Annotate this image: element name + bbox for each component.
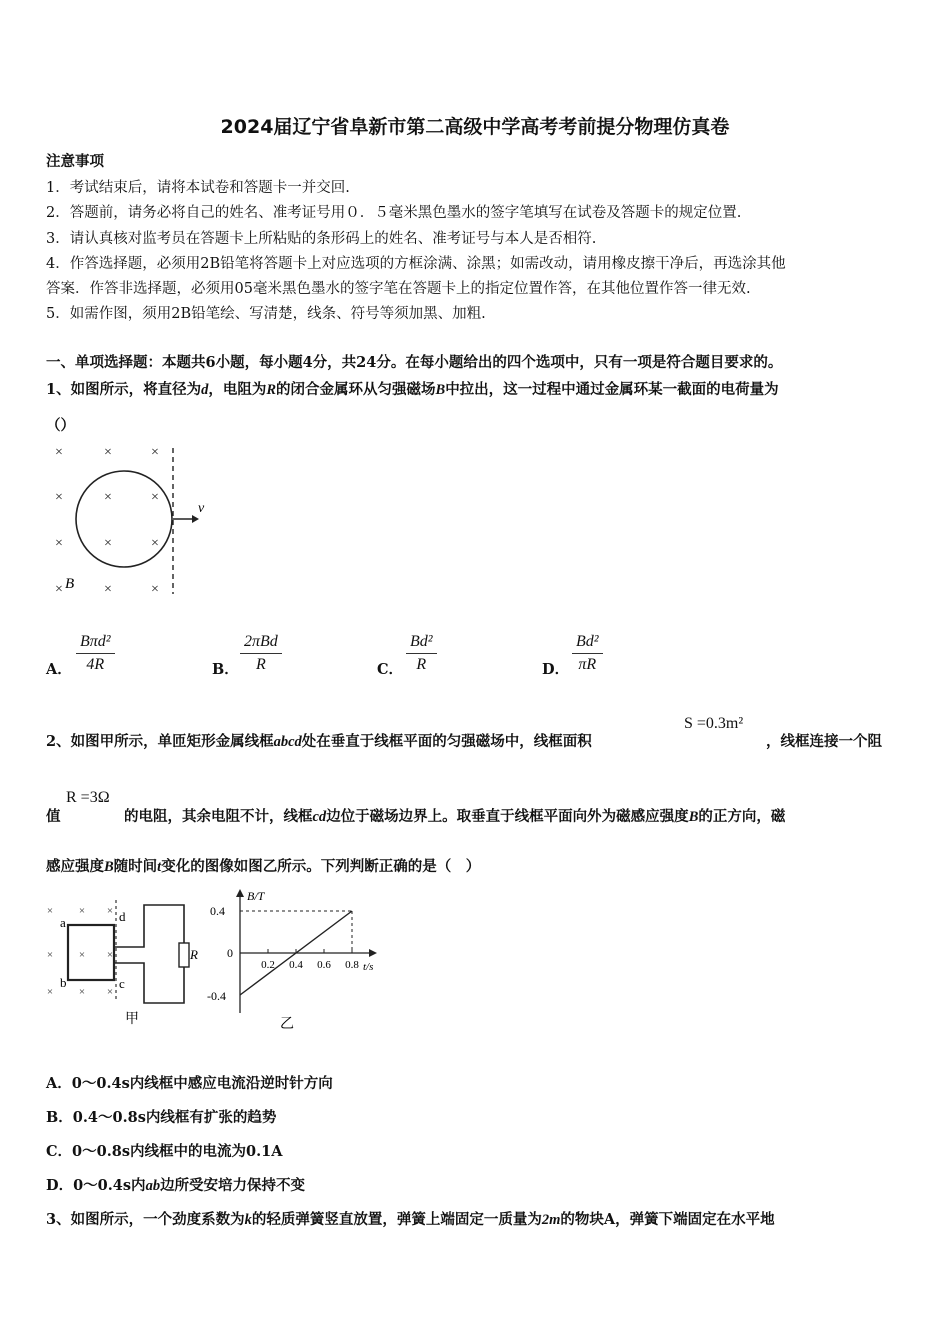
field-cross: × [104, 445, 112, 460]
question-2-line-1-end: ，线框连接一个阻 [766, 733, 882, 750]
notice-item: 1．考试结束后，请将本试卷和答题卡一并交回. [46, 180, 350, 196]
page-title: 2024届辽宁省阜新市第二高级中学高考考前提分物理仿真卷 [220, 116, 730, 138]
x-tick-label: 0.8 [345, 959, 359, 971]
velocity-arrowhead [192, 515, 199, 523]
field-cross: × [104, 490, 112, 505]
x-axis-arrow [369, 949, 377, 957]
svg-text:×: × [78, 905, 86, 917]
question-2-line-1: 2、如图甲所示，单匝矩形金属线框abcd处在垂直于线框平面的匀强磁场中，线框面积 [46, 733, 592, 750]
svg-text:×: × [106, 949, 114, 961]
y-tick-label: -0.4 [207, 989, 226, 1003]
velocity-label: v [198, 501, 205, 516]
question-3-text: 3、如图所示，一个劲度系数为k的轻质弹簧竖直放置，弹簧上端固定一质量为2m的物块A，弹簧下端固定在水平地 [46, 1211, 775, 1228]
svg-text:×: × [106, 986, 114, 998]
question-2-area: S =0.3m² [684, 715, 744, 732]
question-1-text: 1、如图所示，将直径为d，电阻为R的闭合金属环从匀强磁场B中拉出，这一过程中通过金属环某一截面的电荷量为 [46, 381, 779, 398]
svg-text:b: b [60, 975, 67, 990]
option-d-formula: $\frac{\text{Bd²}}{\pi R}$ [572, 633, 603, 674]
option-d-label[interactable]: D． [542, 661, 570, 678]
q2-option-c[interactable]: C．0～0.8s内线框中的电流为0.1A [46, 1143, 283, 1160]
notice-item: 3．请认真核对监考员在答题卡上所粘贴的条形码上的姓名、准考证号与本人是否相符. [46, 231, 597, 247]
svg-text:×: × [78, 949, 86, 961]
notice-heading: 注意事项 [46, 153, 104, 170]
field-cross: × [151, 445, 159, 460]
field-cross: × [55, 582, 63, 597]
option-b-formula: 2πBd R [240, 633, 282, 674]
question-2-line-2: 的电阻，其余电阻不计，线框cd边位于磁场边界上。取垂直于线框平面向外为磁感应强度B的正方向，磁 [124, 808, 786, 825]
field-cross: × [151, 490, 159, 505]
svg-text:甲: 甲 [125, 1012, 139, 1027]
x-tick-label: 0.6 [317, 959, 331, 971]
field-cross: × [55, 445, 63, 460]
svg-text:×: × [46, 905, 54, 917]
field-label: B [65, 576, 75, 592]
field-cross: × [55, 490, 63, 505]
svg-text:c: c [119, 976, 125, 991]
question-1-bracket: （） [46, 417, 75, 434]
resistor [179, 943, 189, 967]
field-cross: × [151, 582, 159, 597]
question-2-resistance: R =3Ω [66, 789, 110, 806]
svg-text:R: R [190, 947, 198, 962]
q2-option-a[interactable]: A．0～0.4s内线框中感应电流沿逆时针方向 [46, 1075, 333, 1092]
y-tick-label: 0.4 [210, 904, 225, 918]
y-tick-label: 0 [227, 946, 233, 960]
question-2-line-3: 感应强度B随时间t变化的图像如图乙所示。下列判断正确的是（ ） [46, 858, 481, 875]
option-c-formula: $\frac{\text{Bd²}}{R}$ [406, 633, 437, 674]
question-2-chart [205, 888, 385, 1033]
option-c-label[interactable]: C． [377, 661, 404, 678]
q2-option-d[interactable]: D．0～0.4s内ab边所受安培力保持不变 [46, 1177, 306, 1194]
question-2-figure-jia [40, 895, 210, 1030]
notice-item: 答案．作答非选择题，必须用05毫米黑色墨水的签字笔在答题卡上的指定位置作答，在其他位置作答一律无效. [46, 281, 751, 297]
q2-option-b[interactable]: B．0.4～0.8s内线框有扩张的趋势 [46, 1109, 277, 1126]
field-cross: × [151, 536, 159, 551]
field-cross: × [55, 536, 63, 551]
svg-text:×: × [78, 986, 86, 998]
x-tick-label: 0.4 [289, 959, 303, 971]
y-axis-label: B/T [247, 889, 265, 903]
notice-item: 5．如需作图，须用2B铅笔绘、写清楚，线条、符号等须加黑、加粗. [46, 306, 486, 322]
field-cross: × [104, 536, 112, 551]
svg-text:×: × [46, 986, 54, 998]
option-a-label[interactable]: A． [46, 661, 72, 678]
option-a-formula: Bπd² 4R [76, 633, 115, 674]
y-axis-arrow [236, 889, 244, 897]
notice-item: 4．作答选择题，必须用2B铅笔将答题卡上对应选项的方框涂满、涂黑；如需改动，请用橡皮擦干净后，再选涂其他 [46, 256, 786, 272]
chart-caption: 乙 [280, 1017, 294, 1032]
svg-text:d: d [119, 909, 126, 924]
x-tick-label: 0.2 [261, 959, 275, 971]
svg-text:×: × [106, 905, 114, 917]
question-2-line-2a: 值 [46, 808, 61, 825]
svg-text:a: a [60, 915, 66, 930]
metal-ring [76, 471, 172, 567]
option-b-label[interactable]: B． [212, 661, 239, 678]
question-1-figure [40, 438, 220, 600]
notice-item: 2．答题前，请务必将自己的姓名、准考证号用０．５毫米黑色墨水的签字笔填写在试卷及答题卡的规定位置. [46, 205, 742, 221]
svg-text:×: × [46, 949, 54, 961]
x-axis-label: t/s [363, 961, 374, 973]
field-cross: × [104, 582, 112, 597]
section-heading: 一、单项选择题：本题共6小题，每小题4分，共24分。在每小题给出的四个选项中，只有一项是符合题目要求的。 [46, 354, 783, 371]
